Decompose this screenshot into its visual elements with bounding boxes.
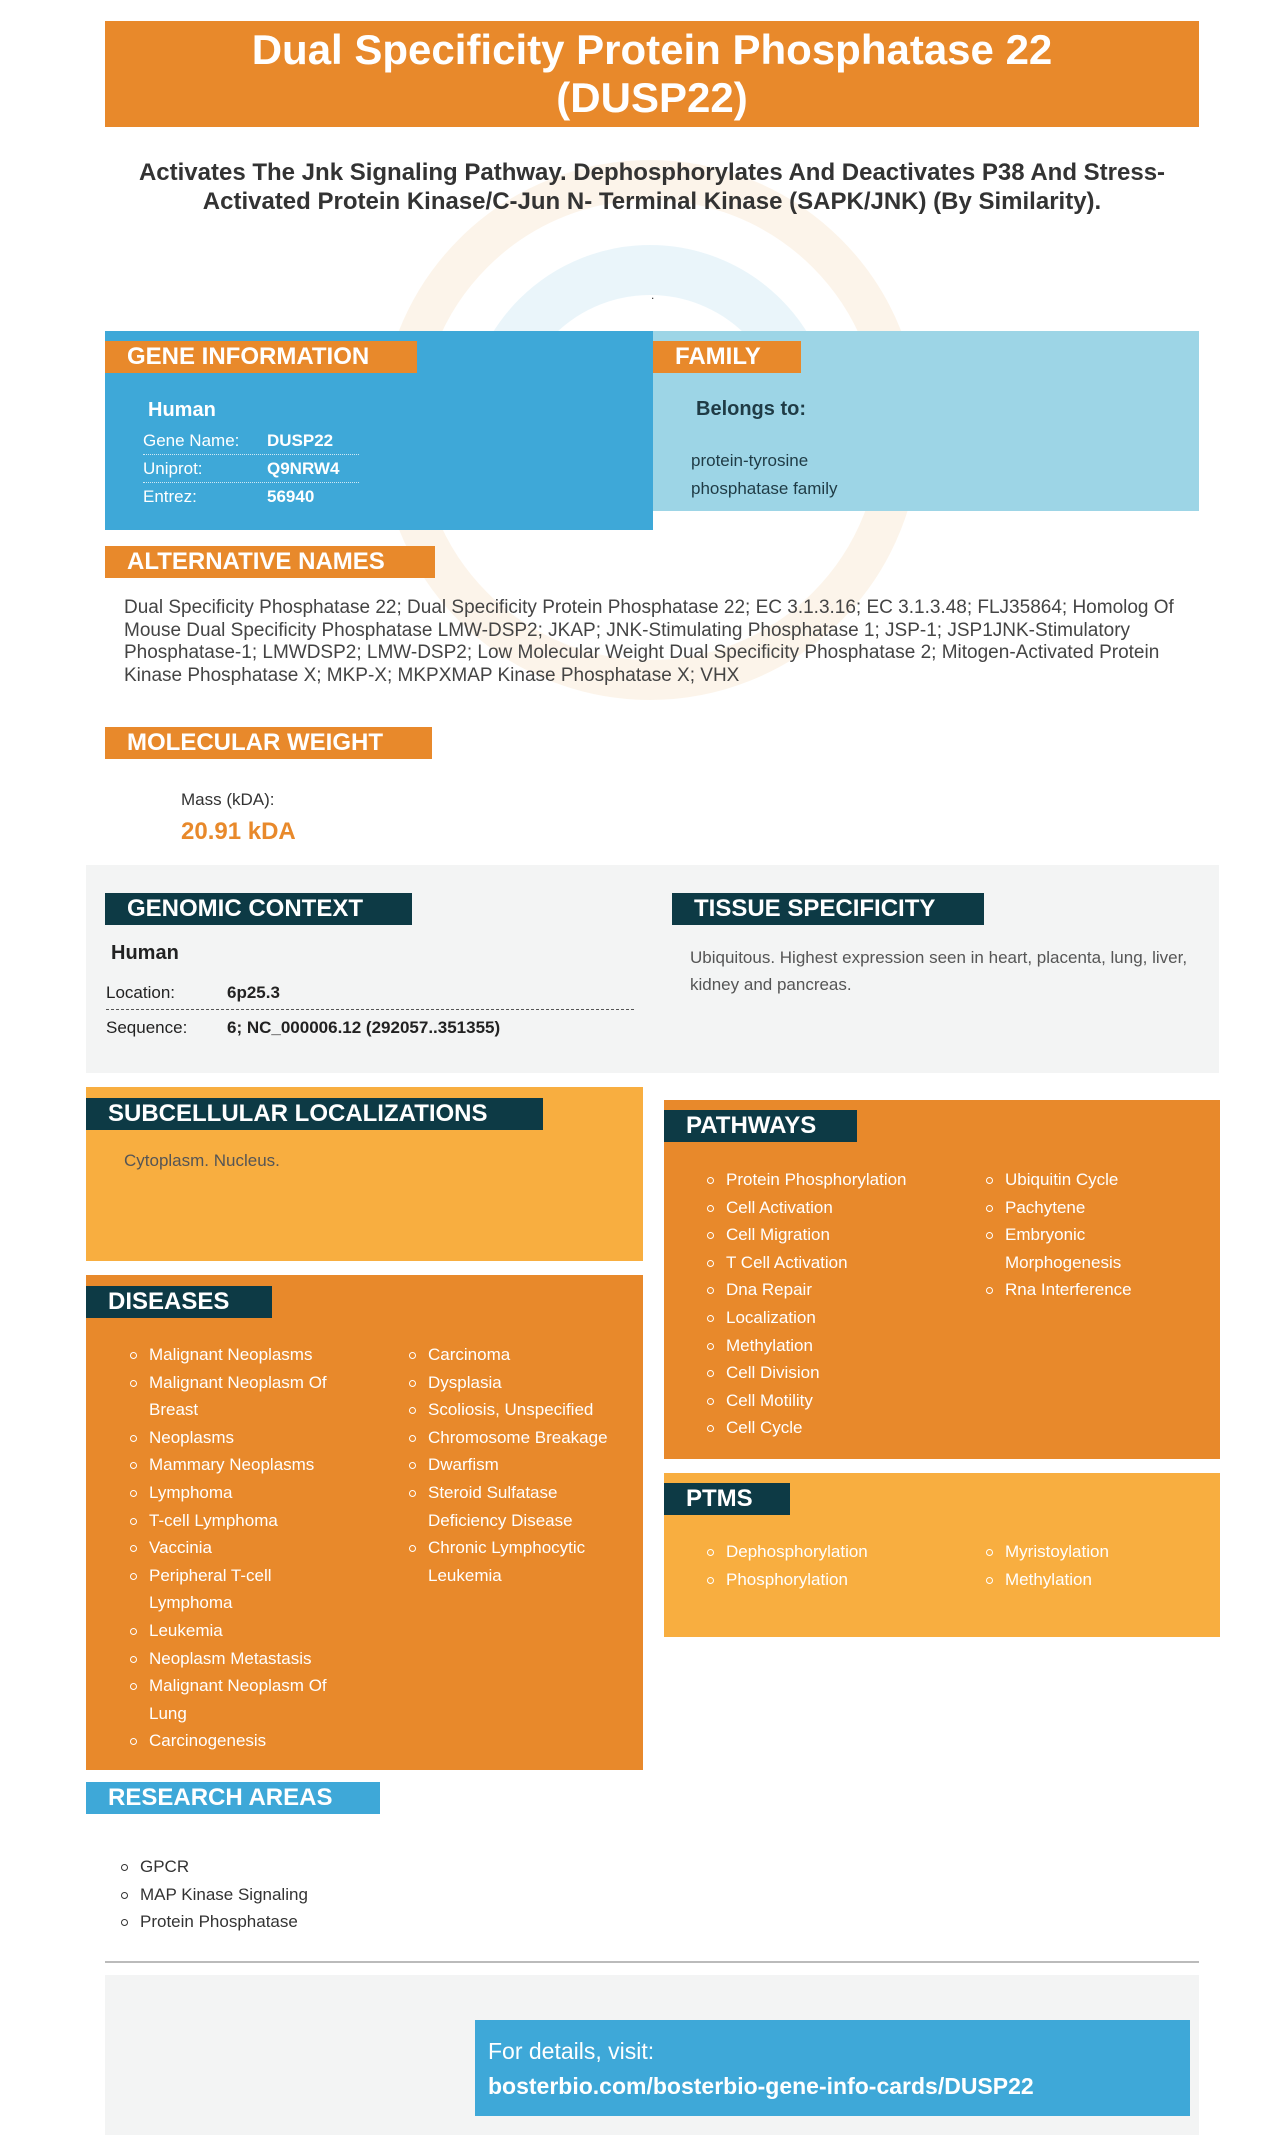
- page-title: Dual Specificity Protein Phosphatase 22 (DUSP22): [251, 26, 1053, 121]
- alternative-names-heading: ALTERNATIVE NAMES: [105, 546, 435, 578]
- entrez-label: Entrez:: [143, 487, 197, 506]
- gene-information-heading: GENE INFORMATION: [105, 341, 417, 373]
- diseases-list-col2: [408, 1341, 638, 1589]
- ptm-item: Dephosphorylation: [706, 1538, 966, 1566]
- uniprot-value: Q9NRW4: [267, 458, 340, 478]
- footer-divider: [105, 1961, 1199, 1963]
- sequence-label: Sequence:: [106, 1018, 188, 1037]
- disease-item: Dwarfism: [408, 1451, 638, 1479]
- ptms-heading: PTMS: [664, 1483, 790, 1515]
- title-banner: [105, 21, 1199, 127]
- disease-item: Neoplasm Metastasis: [129, 1645, 359, 1673]
- ptm-item: Phosphorylation: [706, 1566, 966, 1594]
- pathways-heading: PATHWAYS: [664, 1110, 857, 1142]
- ptms-list-col2: [985, 1538, 1185, 1593]
- pathway-item: Methylation: [706, 1332, 966, 1360]
- details-label: For details, visit:: [488, 2038, 655, 2064]
- disease-item: Chronic Lymphocytic Leukemia: [408, 1534, 638, 1589]
- uniprot-label: Uniprot:: [143, 458, 203, 478]
- pathway-item: Dna Repair: [706, 1276, 966, 1304]
- ptms-list-col1: [706, 1538, 966, 1593]
- diseases-list-col1: [129, 1341, 359, 1755]
- disease-item: Mammary Neoplasms: [129, 1451, 359, 1479]
- location-row: [106, 976, 634, 1010]
- details-link[interactable]: bosterbio.com/bosterbio-gene-info-cards/DUSP22: [488, 2073, 1034, 2099]
- disease-item: Chromosome Breakage: [408, 1424, 638, 1452]
- gene-species: Human: [148, 399, 216, 421]
- tissue-specificity-heading: TISSUE SPECIFICITY: [672, 893, 984, 925]
- disease-item: Malignant Neoplasms: [129, 1341, 359, 1369]
- pathway-item: Ubiquitin Cycle: [985, 1166, 1185, 1194]
- genomic-species: Human: [111, 942, 179, 964]
- pathway-item: Cell Activation: [706, 1194, 966, 1222]
- molecular-weight-heading: MOLECULAR WEIGHT: [105, 727, 432, 759]
- research-area-item: MAP Kinase Signaling: [120, 1881, 520, 1909]
- research-areas-list: [120, 1853, 520, 1936]
- sequence-value: 6; NC_000006.12 (292057..351355): [227, 1018, 501, 1037]
- gene-name-label: Gene Name:: [143, 430, 240, 450]
- disease-item: Dysplasia: [408, 1369, 638, 1397]
- location-value: 6p25.3: [227, 982, 280, 1002]
- gene-name-row: [143, 427, 359, 455]
- function-summary: Activates The Jnk Signaling Pathway. Dephosphorylates And Deactivates P38 And Stress-Activated Protein Kinase/C-Jun N- Terminal Kinase (SAPK/JNK) (By Similarity).: [138, 159, 1166, 215]
- disease-item: Carcinogenesis: [129, 1727, 359, 1755]
- gene-name-value: DUSP22: [267, 430, 334, 450]
- pathway-item: Rna Interference: [985, 1276, 1185, 1304]
- disease-item: Leukemia: [129, 1617, 359, 1645]
- subcellular-text: Cytoplasm. Nucleus.: [124, 1151, 280, 1170]
- pathway-item: Cell Migration: [706, 1221, 966, 1249]
- mass-value: 20.91 kDA: [181, 818, 296, 845]
- disease-item: Malignant Neoplasm Of Breast: [129, 1369, 359, 1424]
- family-line: protein-tyrosine: [691, 451, 809, 470]
- ptm-item: Methylation: [985, 1566, 1185, 1594]
- entrez-row: [143, 483, 359, 511]
- details-callout[interactable]: [475, 2020, 1190, 2116]
- disease-item: Peripheral T-cell Lymphoma: [129, 1562, 359, 1617]
- family-heading: FAMILY: [653, 341, 801, 373]
- disease-item: T-cell Lymphoma: [129, 1507, 359, 1535]
- disease-item: Scoliosis, Unspecified: [408, 1396, 638, 1424]
- pathway-item: T Cell Activation: [706, 1249, 966, 1277]
- pathway-item: Cell Division: [706, 1359, 966, 1387]
- belongs-to-label: Belongs to:: [696, 398, 806, 420]
- research-areas-heading: RESEARCH AREAS: [86, 1782, 380, 1814]
- disease-item: Malignant Neoplasm Of Lung: [129, 1672, 359, 1727]
- family-text: [691, 447, 837, 503]
- research-area-item: Protein Phosphatase: [120, 1908, 520, 1936]
- uniprot-row: [143, 455, 359, 483]
- ptm-item: Myristoylation: [985, 1538, 1185, 1566]
- disease-item: Vaccinia: [129, 1534, 359, 1562]
- entrez-value: 56940: [267, 487, 315, 506]
- disease-item: Carcinoma: [408, 1341, 638, 1369]
- subcellular-heading: SUBCELLULAR LOCALIZATIONS: [86, 1098, 543, 1130]
- pathway-item: Cell Motility: [706, 1387, 966, 1415]
- pathway-item: Embryonic Morphogenesis: [985, 1221, 1185, 1276]
- pathway-item: Cell Cycle: [706, 1414, 966, 1442]
- pathways-list-col1: [706, 1166, 966, 1442]
- research-area-item: GPCR: [120, 1853, 520, 1881]
- pathways-list-col2: [985, 1166, 1185, 1304]
- diseases-heading: DISEASES: [86, 1286, 272, 1318]
- pathway-item: Protein Phosphorylation: [706, 1166, 966, 1194]
- location-label: Location:: [106, 982, 175, 1002]
- tissue-specificity-text: Ubiquitous. Highest expression seen in heart, placenta, lung, liver, kidney and pancreas.: [690, 948, 1188, 994]
- mass-label: Mass (kDA):: [181, 790, 275, 809]
- alternative-names-text: Dual Specificity Phosphatase 22; Dual Specificity Protein Phosphatase 22; EC 3.1.3.16; EC 3.1.3.48; FLJ35864; Homolog Of Mouse Dual Specificity Phosphatase LMW-DSP2; JKAP; JNK-Stimulating Phosphatase 1; JSP-1; JSP1JNK-Stimulatory Phosphatase-1; LMWDSP2; LMW-DSP2; Low Molecular Weight Dual Specificity Phosphatase 2; Mitogen-Activated Protein Kinase Phosphatase X; MKP-X; MKPXMAP Kinase Phosphatase X; VHX: [124, 597, 1174, 686]
- pathway-item: Localization: [706, 1304, 966, 1332]
- genomic-context-heading: GENOMIC CONTEXT: [105, 893, 412, 925]
- family-line: phosphatase family: [691, 479, 838, 498]
- disease-item: Neoplasms: [129, 1424, 359, 1452]
- separator-dot: .: [651, 288, 655, 302]
- pathway-item: Pachytene: [985, 1194, 1185, 1222]
- disease-item: Steroid Sulfatase Deficiency Disease: [408, 1479, 638, 1534]
- disease-item: Lymphoma: [129, 1479, 359, 1507]
- sequence-row: [106, 1011, 634, 1045]
